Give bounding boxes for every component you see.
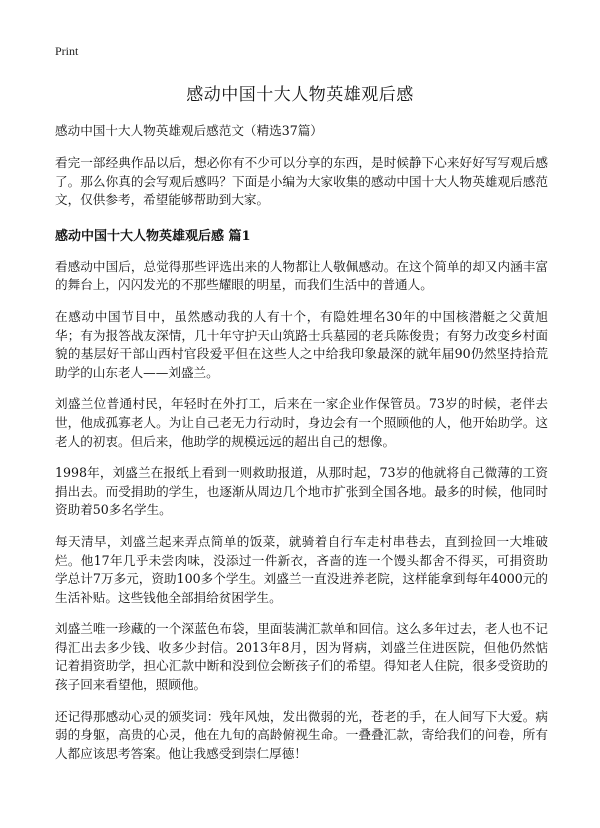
print-link[interactable]: Print: [55, 44, 79, 58]
article-subtitle: 感动中国十大人物英雄观后感范文（精选37篇）: [55, 123, 323, 138]
body-paragraph: 刘盛兰位普通村民，年轻时在外打工，后来在一家企业作保管员。73岁的时候，老伴去世，他成孤寡老人。为让自己老无力行动时，身边会有一个照顾他的人，他开始助学。这老人的初衷。但后来，他助学的规模远远的超出自己的想像。: [55, 396, 548, 449]
page-title: 感动中国十大人物英雄观后感: [186, 85, 414, 105]
body-paragraph: 每天清早，刘盛兰起来弄点简单的饭菜，就骑着自行车走村串巷去，直到捡回一大堆破烂。他17年几乎未尝肉味，没添过一件新衣，吝啬的连一个馒头都舍不得买，可捐资助学总计7万多元，资助100多个学生。刘盛兰一直没进养老院，这样能拿到每年4000元的生活补贴。这些钱他全部捐给贫困学生。: [55, 533, 548, 605]
body-paragraph: 还记得那感动心灵的颁奖词：残年风烛，发出微弱的光，苍老的手，在人间写下大爱。病弱的身躯，高贵的心灵，他在九旬的高龄俯视生命。一叠叠汇款，寄给我们的问卷，所有人都应该思考答案。他让我感受到崇仁厚德！: [55, 708, 548, 761]
body-paragraph: 1998年，刘盛兰在报纸上看到一则救助报道，从那时起，73岁的他就将自己微薄的工资捐出去。而受捐助的学生，也逐渐从周边几个地市扩张到全国各地。最多的时候，他同时资助着50多名学生。: [55, 465, 548, 518]
section-heading: 感动中国十大人物英雄观后感 篇1: [55, 228, 251, 244]
intro-paragraph: 看完一部经典作品以后，想必你有不少可以分享的东西，是时候静下心来好好写写观后感了。那么你真的会写观后感吗？下面是小编为大家收集的感动中国十大人物英雄观后感范文，仅供参考，希望能够帮助到大家。: [55, 155, 548, 208]
body-paragraph: 刘盛兰唯一珍藏的一个深蓝色布袋，里面装满汇款单和回信。这么多年过去，老人也不记得汇出去多少钱、收多少封信。2013年8月，因为肾病，刘盛兰住进医院，但他仍然惦记着捐资助学，担心汇款中断和没到位会断孩子们的希望。得知老人住院，很多受资助的孩子回来看望他，照顾他。: [55, 621, 548, 693]
body-paragraph: 看感动中国后，总觉得那些评选出来的人物都让人敬佩感动。在这个简单的却又内涵丰富的舞台上，闪闪发光的不那些耀眼的明星，而我们生活中的普通人。: [55, 258, 548, 293]
body-paragraph: 在感动中国节目中，虽然感动我的人有十个，有隐姓埋名30年的中国核潜艇之父黄旭华；有为报答战友深情，几十年守护天山筑路士兵墓园的老兵陈俊贵；有努力改变乡村面貌的基层好干部山西村官段爱平但在这些人之中给我印象最深的就年届90仍然坚持拾荒助学的山东老人——刘盛兰。: [55, 308, 548, 380]
article-body: [55, 122, 548, 776]
